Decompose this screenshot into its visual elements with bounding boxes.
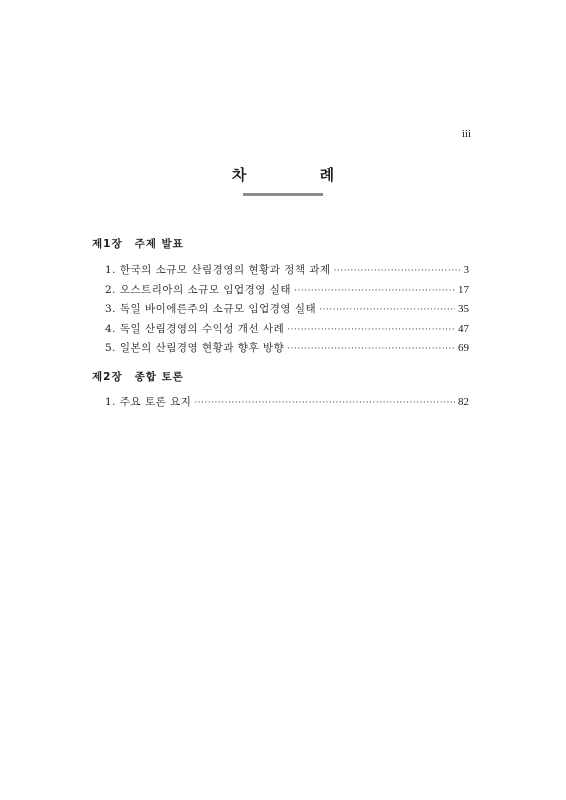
dot-leader [287, 344, 455, 354]
toc-entry-page: 35 [458, 303, 469, 315]
toc-entry[interactable] [105, 301, 469, 321]
toc-entry[interactable] [105, 394, 469, 414]
toc-entry-page: 3 [463, 264, 469, 276]
dot-leader [287, 325, 455, 335]
dot-leader [294, 286, 455, 296]
toc-entry-page: 17 [458, 283, 469, 296]
chapter-heading [92, 369, 184, 384]
toc-entry-list [105, 394, 469, 414]
chapter-number: 제1장 [92, 238, 123, 250]
chapter-number: 제2장 [92, 371, 123, 383]
title-underline [243, 193, 323, 196]
toc-entry[interactable] [105, 340, 469, 360]
toc-entry-list [105, 262, 469, 360]
toc-entry-label: 3. 독일 바이에른주의 소규모 임업경영 실태 [105, 303, 317, 315]
dot-leader [319, 305, 455, 315]
toc-entry-label: 4. 독일 산림경영의 수익성 개선 사례 [105, 322, 285, 335]
toc-entry-page: 47 [458, 322, 469, 335]
toc-entry[interactable] [105, 321, 469, 341]
toc-entry[interactable] [105, 262, 469, 282]
dot-leader [194, 398, 455, 408]
toc-entry[interactable] [105, 282, 469, 302]
toc-title: 차 례 [231, 166, 369, 184]
toc-entry-label: 1. 주요 토론 요지 [105, 396, 192, 408]
chapter-name: 주제 발표 [134, 238, 184, 250]
toc-entry-page: 69 [458, 342, 469, 354]
page-number: iii [461, 128, 471, 140]
toc-entry-page: 82 [458, 396, 469, 408]
chapter-name: 종합 토론 [134, 371, 184, 383]
dot-leader [334, 266, 461, 276]
toc-entry-label: 5. 일본의 산림경영 현황과 향후 방향 [105, 342, 285, 354]
chapter-heading [92, 236, 184, 251]
toc-entry-label: 1. 한국의 소규모 산림경영의 현황과 정책 과제 [105, 264, 331, 276]
toc-entry-label: 2. 오스트리아의 소규모 임업경영 실태 [105, 283, 292, 296]
